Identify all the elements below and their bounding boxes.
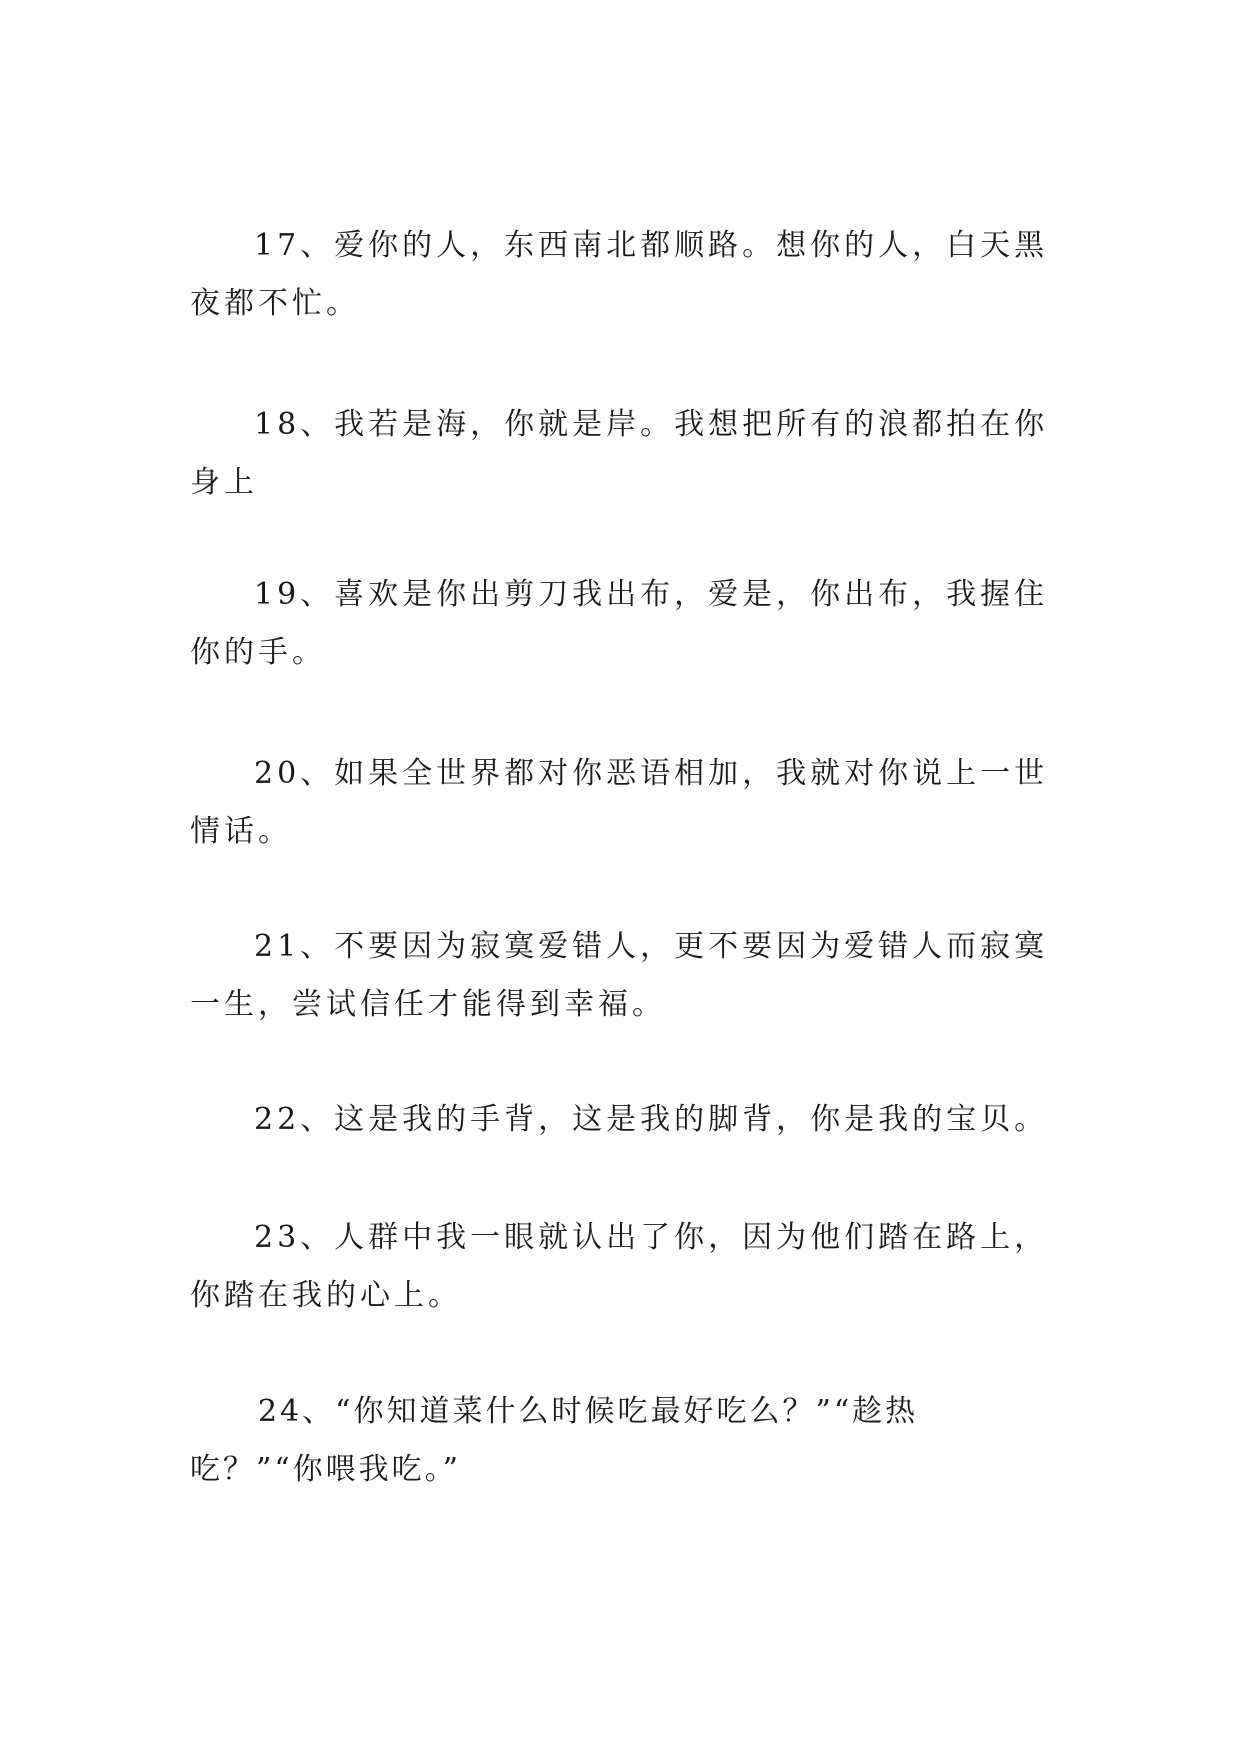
paragraph-18: 18、我若是海，你就是岸。我想把所有的浪都拍在你身上 xyxy=(190,407,1049,500)
paragraph-22: 22、这是我的手背，这是我的脚背，你是我的宝贝。 xyxy=(254,1102,1049,1137)
paragraph-24: 24、“你知道菜什么时候吃最好吃么？”“趁热吃？”“你喂我吃。” xyxy=(190,1394,919,1487)
paragraph-21: 21、不要因为寂寞爱错人，更不要因为爱错人而寂寞一生，尝试信任才能得到幸福。 xyxy=(190,929,1049,1022)
paragraph-23: 23、人群中我一眼就认出了你，因为他们踏在路上，你踏在我的心上。 xyxy=(190,1220,1049,1313)
paragraph-17: 17、爱你的人，东西南北都顺路。想你的人，白天黑夜都不忙。 xyxy=(190,228,1049,321)
paragraph-20: 20、如果全世界都对你恶语相加，我就对你说上一世情话。 xyxy=(190,756,1049,849)
paragraph-19: 19、喜欢是你出剪刀我出布，爱是，你出布，我握住你的手。 xyxy=(190,577,1049,670)
